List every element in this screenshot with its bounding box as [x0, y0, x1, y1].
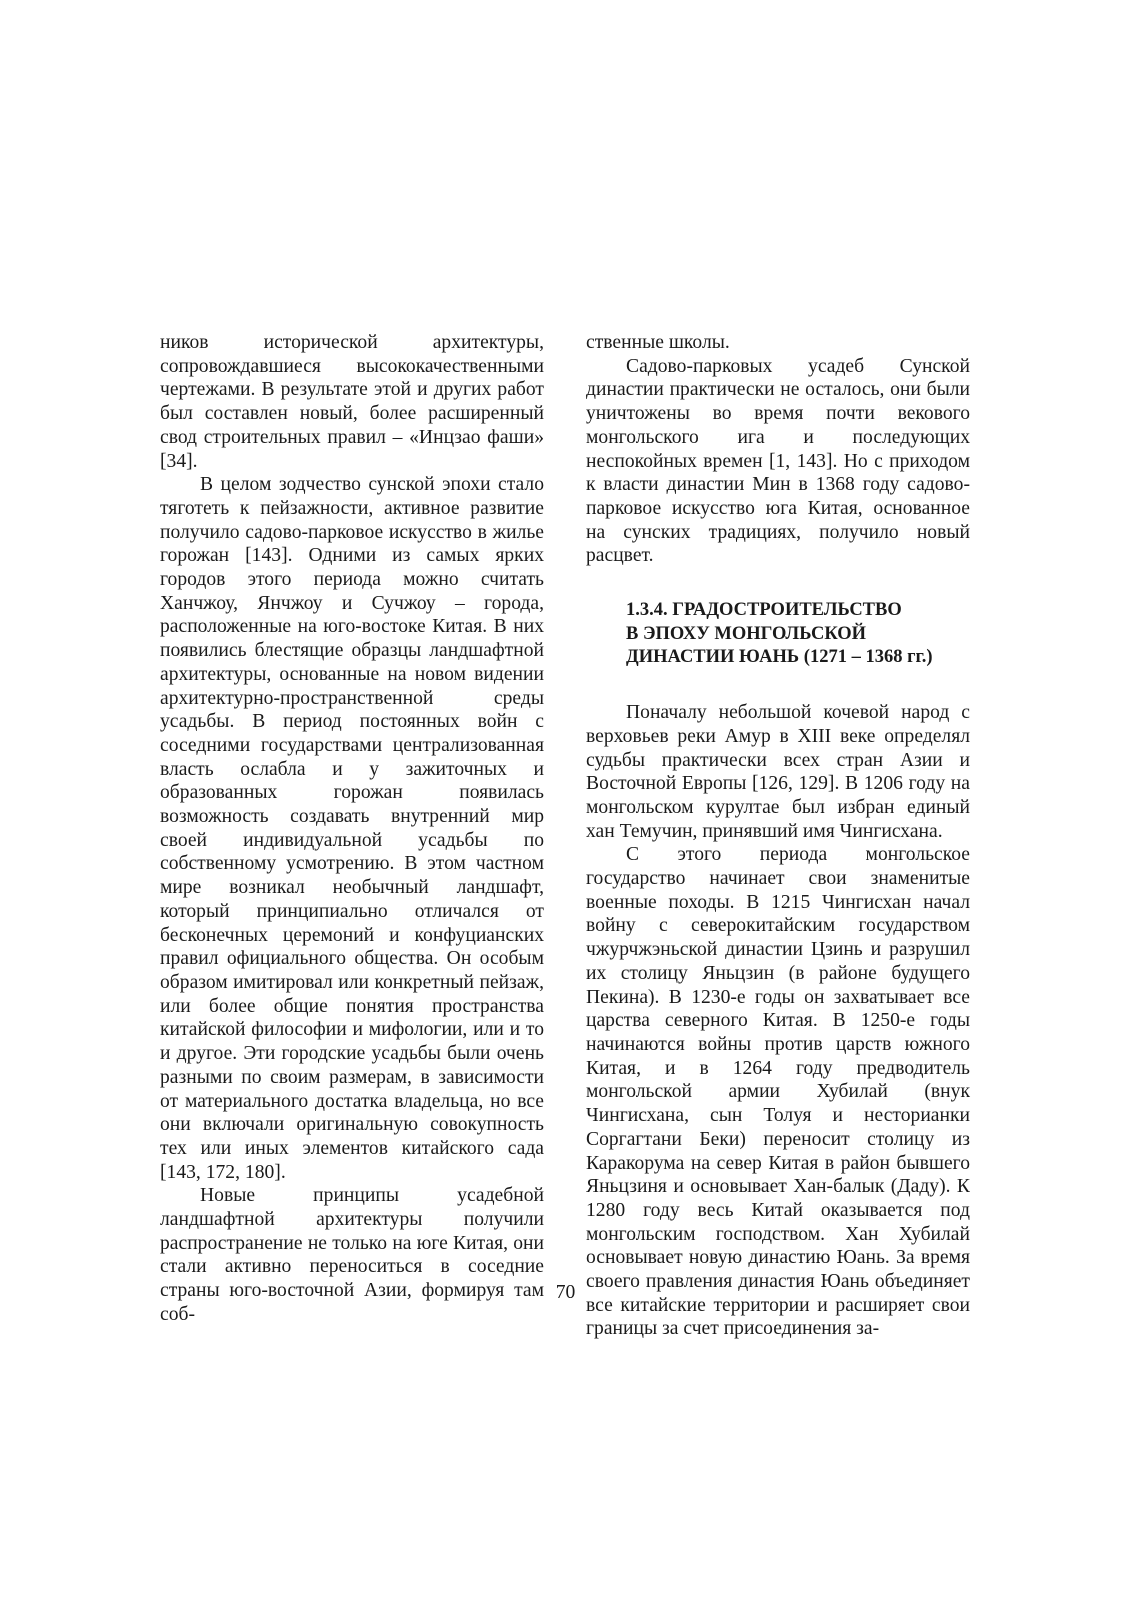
paragraph: Поначалу небольшой кочевой народ с верховьев реки Амур в XIII веке определял судьбы практически всех стран Азии и Восточной Европы [126, 129]. В 1206 году на монгольском курултае был избран единый хан Темучин, принявший имя Чингисхана.: [586, 702, 970, 842]
section-heading-line: ДИНАСТИИ ЮАНЬ (1271 – 1368 гг.): [626, 647, 933, 668]
page-number: 70: [555, 1282, 576, 1303]
left-column: [160, 331, 544, 1327]
section-heading-line: В ЭПОХУ МОНГОЛЬСКОЙ: [626, 623, 867, 644]
right-column: [586, 331, 970, 1341]
paragraph: С этого периода монгольское государство начинает свои знаменитые военные походы. В 1215 Чингисхан начал войну с северокитайским государством чжурчжэньской династии Цзинь и разрушил их столицу Яньцзин (в районе будущего Пекина). В 1230-е годы он захватывает все царства северного Китая. В 1250-е годы начинаются войны против царств южного Китая, и в 1264 году предводитель монгольской армии Хубилай (внук Чингисхана, сын Толуя и несторианки Соргагтани Беки) переносит столицу из Каракорума на север Китая в район бывшего Яньцзиня и основывает Хан-балык (Даду). К 1280 году весь Китай оказывается под монгольским господством. Хан Хубилай основывает новую династию Юань. За время своего правления династия Юань объединяет все китайские территории и расширяет свои границы за счет присоединения за-: [586, 844, 970, 1340]
paragraph: ственные школы.: [586, 332, 730, 353]
section-heading: [626, 599, 970, 670]
paragraph: Новые принципы усадебной ландшафтной архитектуры получили распространение не только на юге Китая, они стали активно переноситься в соседние страны юго-восточной Азии, формируя там соб-: [160, 1185, 544, 1325]
paragraph: ников исторической архитектуры, сопровождавшиеся высококачественными чертежами. В результате этой и других работ был составлен новый, более расширенный свод строительных правил – «Инцзао фаши» [34].: [160, 332, 544, 472]
paragraph: Садово-парковых усадеб Сунской династии практически не осталось, они были уничтожены во время почти векового монгольского ига и последующих неспокойных времен [1, 143]. Но с приходом к власти династии Мин в 1368 году садово-парковое искусство юга Китая, основанное на сунских традициях, получило новый расцвет.: [586, 355, 970, 567]
paragraph: В целом зодчество сунской эпохи стало тяготеть к пейзажности, активное развитие получило садово-парковое искусство в жилье горожан [143]. Одними из самых ярких городов этого периода можно считать Ханчжоу, Янчжоу и Сучжоу – города, расположенные на юго-востоке Китая. В них появились блестящие образцы ландшафтной архитектуры, основанные на новом видении архитектурно-пространственной среды усадьбы. В период постоянных войн с соседними государствами централизованная власть ослабла и у зажиточных и образованных горожан появилась возможность создавать внутренний мир своей индивидуальной усадьбы по собственному усмотрению. В этом частном мире возникал необычный ландшафт, который принципиально отличался от бесконечных церемоний и конфуцианских правил официального общества. Он особым образом имитировал или конкретный пейзаж, или более общие понятия пространства китайской философии и мифологии, или и то и другое. Эти городские усадьбы были очень разными по своим размерам, в зависимости от материального достатка владельца, но все они включали оригинальную совокупность тех или иных элементов китайского сада [143, 172, 180].: [160, 474, 544, 1183]
section-heading-line: 1.3.4. ГРАДОСТРОИТЕЛЬСТВО: [626, 600, 902, 621]
